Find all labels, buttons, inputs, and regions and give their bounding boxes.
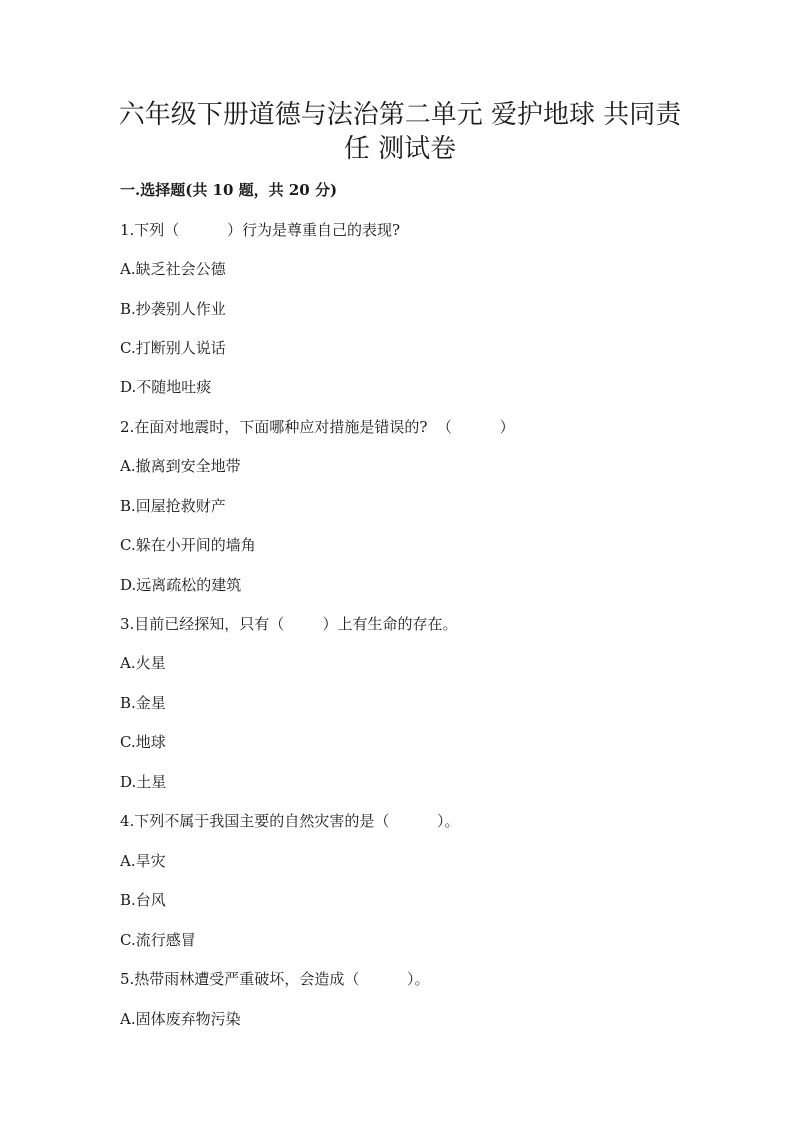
question-2-option-d: D.远离疏松的建筑 (120, 576, 242, 594)
question-3-stem: 3.目前已经探知，只有（ ）上有生命的存在。 (120, 615, 458, 633)
question-2-option-c: C.躲在小开间的墙角 (120, 536, 256, 554)
question-2-option-b: B.回屋抢救财产 (120, 497, 226, 515)
question-1-option-b: B.抄袭别人作业 (120, 300, 226, 318)
question-1-option-c: C.打断别人说话 (120, 339, 226, 357)
section-heading: 一.选择题(共 10 题，共 20 分) (120, 181, 338, 199)
question-4-stem: 4.下列不属于我国主要的自然灾害的是（ ）。 (120, 812, 460, 830)
document-title-line-1: 六年级下册道德与法治第二单元 爱护地球 共同责 (118, 100, 682, 130)
question-3-option-d: D.土星 (120, 773, 167, 791)
question-1-option-a: A.缺乏社会公德 (120, 260, 226, 278)
question-5-option-a: A.固体废弃物污染 (120, 1010, 241, 1028)
question-2-stem: 2.在面对地震时，下面哪种应对措施是错误的? （ ） (120, 418, 515, 436)
document-title-line-2: 任 测试卷 (343, 134, 457, 164)
question-4-option-c: C.流行感冒 (120, 931, 196, 949)
question-3-option-b: B.金星 (120, 694, 166, 712)
question-1-option-d: D.不随地吐痰 (120, 378, 212, 396)
question-5-stem: 5.热带雨林遭受严重破坏，会造成（ ）。 (120, 970, 430, 988)
question-2-option-a: A.撤离到安全地带 (120, 457, 241, 475)
question-3-option-a: A.火星 (120, 654, 166, 672)
question-3-option-c: C.地球 (120, 733, 166, 751)
question-1-stem: 1.下列（ ）行为是尊重自己的表现? (120, 221, 401, 239)
question-4-option-a: A.旱灾 (120, 852, 166, 870)
question-4-option-b: B.台风 (120, 891, 166, 909)
